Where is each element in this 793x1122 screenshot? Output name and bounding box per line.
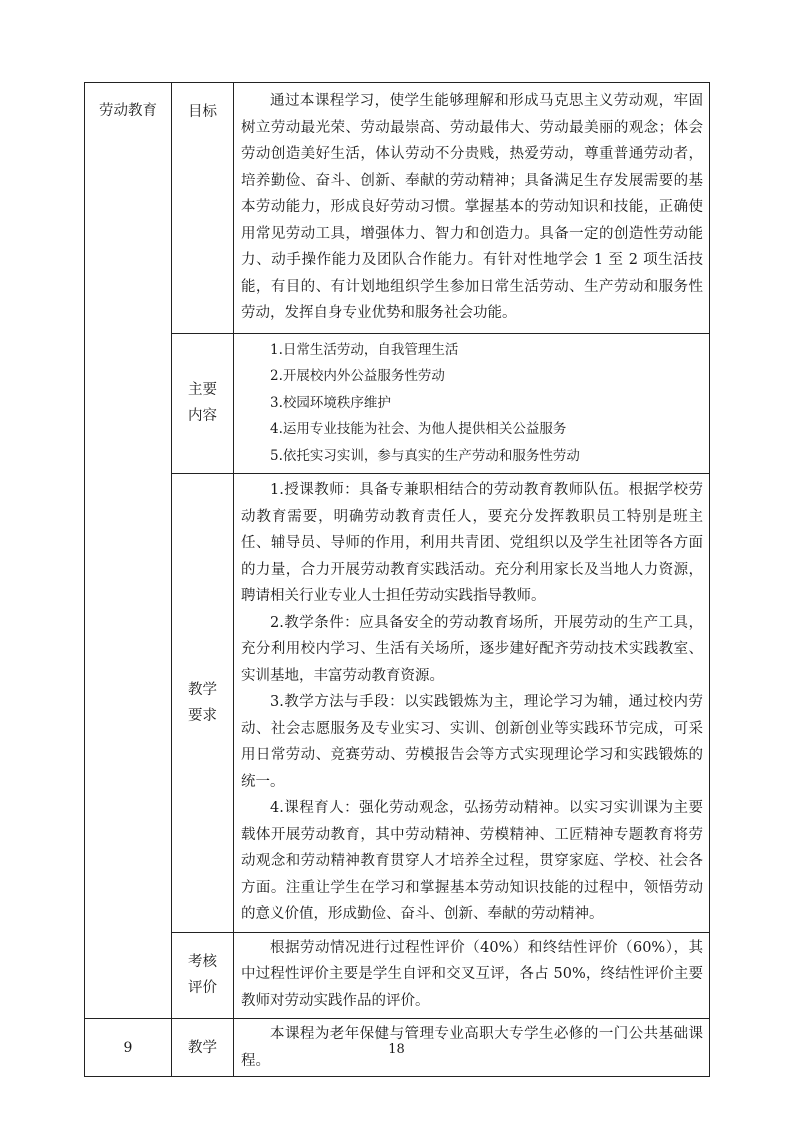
assessment-text-cell <box>234 932 710 1019</box>
table-row <box>85 474 710 933</box>
goal-label: 目标 <box>188 104 217 120</box>
list-item: 5.依托实习实训，参与真实的生产劳动和服务性劳动 <box>270 447 580 464</box>
table-row <box>85 932 710 1019</box>
goal-text: 通过本课程学习，使学生能够理解和形成马克思主义劳动观，牢固树立劳动最光荣、劳动最崇高、劳动最伟大、劳动最美丽的观念；体会劳动创造美好生活，体认劳动不分贵贱，热爱劳动，尊重普通劳动者，培养勤俭、奋斗、创新、奉献的劳动精神；具备满足生存发展需要的基本劳动能力，形成良好劳动习惯。掌握基本的劳动知识和技能，正确使用常见劳动工具，增强体力、智力和创造力。具备一定的创造性劳动能力、动手操作能力及团队合作能力。有针对性地学会 1 至 2 项生活技能，有目的、有计划地组织学生参加日常生活劳动、生产劳动和服务性劳动，发挥自身专业优势和服务社会功能。 <box>241 93 703 321</box>
content-label-line1: 主要 <box>188 382 217 399</box>
list-item: 2.开展校内外公益服务性劳动 <box>270 368 445 384</box>
course-table <box>84 82 710 1077</box>
assessment-label-line2: 评价 <box>188 980 217 997</box>
content-label-line2: 内容 <box>188 408 217 425</box>
list-item: 4.运用专业技能为社会、为他人提供相关公益服务 <box>270 421 567 437</box>
requirements-text-cell <box>234 474 710 933</box>
list-item: 1.日常生活劳动，自我管理生活 <box>270 341 459 358</box>
table-row <box>85 83 710 334</box>
course-name-cell <box>85 83 172 1019</box>
requirement-paragraph: 3.教学方法与手段：以实践锻炼为主，理论学习为辅，通过校内劳动、社会志愿服务及专业实习、实训、创新创业等实践环节完成，可采用日常劳动、竞赛劳动、劳模报告会等方式实现理论学习和实践锻炼的统一。 <box>241 694 703 790</box>
requirement-paragraph: 1.授课教师：具备专兼职相结合的劳动教育教师队伍。根据学校劳动教育需要，明确劳动教育责任人，要充分发挥教职员工特别是班主任、辅导员、导师的作用，利用共青团、党组织以及学生社团等各方面的力量，合力开展劳动教育实践活动。充分利用家长及当地人力资源，聘请相关行业专业人士担任劳动实践指导教师。 <box>241 482 703 604</box>
requirements-label-cell <box>172 474 234 933</box>
assessment-label-line1: 考核 <box>188 954 217 971</box>
next-row-label: 教学 <box>188 1039 217 1056</box>
assessment-text: 根据劳动情况进行过程性评价（40%）和终结性评价（60%），其中过程性评价主要是学生自评和交叉互评，各占 50%，终结性评价主要教师对劳动实践作品的评价。 <box>241 939 703 1009</box>
list-item: 3.校园环境秩序维护 <box>270 394 391 411</box>
course-name: 劳动教育 <box>99 103 157 119</box>
goal-label-cell <box>172 83 234 334</box>
assessment-label-cell <box>172 932 234 1019</box>
requirement-paragraph: 2.教学条件：应具备安全的劳动教育场所，开展劳动的生产工具，充分利用校内学习、生活有关场所，逐步建好配齐劳动技术实践教室、实训基地，丰富劳动教育资源。 <box>241 614 703 684</box>
requirements-label-line1: 教学 <box>188 681 217 698</box>
goal-text-cell <box>234 83 710 334</box>
table-row <box>85 333 710 474</box>
requirement-paragraph: 4.课程育人：强化劳动观念，弘扬劳动精神。以实习实训课为主要载体开展劳动教育，其中劳动精神、劳模精神、工匠精神专题教育将劳动观念和劳动精神教育贯穿人才培养全过程，贯穿家庭、学校、社会各方面。注重让学生在学习和掌握基本劳动知识技能的过程中，领悟劳动的意义价值，形成勤俭、奋斗、创新、奉献的劳动精神。 <box>241 800 703 922</box>
content-label-cell <box>172 333 234 474</box>
row-number: 9 <box>123 1039 133 1056</box>
page-number: 18 <box>388 1042 405 1057</box>
next-row-text: 本课程为老年保健与管理专业高职大专学生必修的一门公共基础课程。 <box>241 1026 703 1069</box>
content-list-cell <box>234 333 710 474</box>
requirements-label-line2: 要求 <box>188 707 217 724</box>
